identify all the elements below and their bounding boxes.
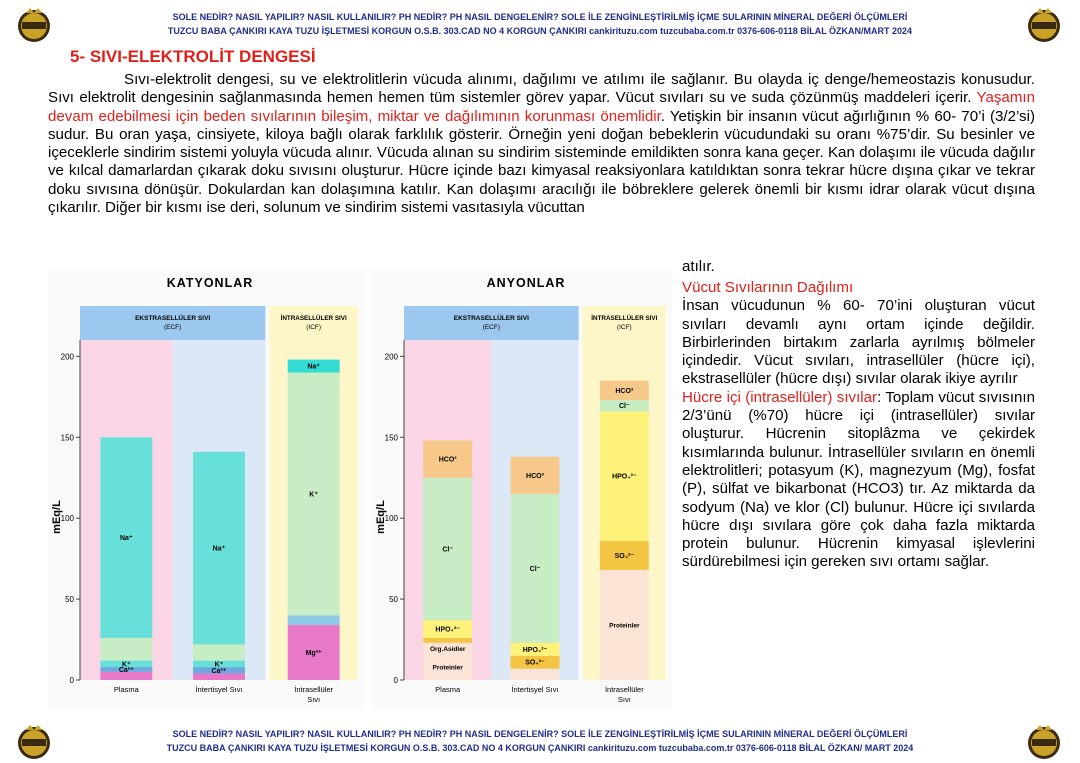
ecf-header-abbr: (ECF) [482,324,501,331]
cations-chart [48,270,364,710]
segment-label: Proteinler [432,664,463,672]
segment-label: Na⁺ [120,535,133,543]
segment-label: K⁺ [309,491,319,499]
ecf-header-label: EKSTRASELLÜLER SIVI [135,315,211,322]
segment-label: HCO³ [615,387,634,395]
category-label: İntertisyel Sıvı [195,685,243,694]
segment-label: SO₄²⁻ [614,552,635,560]
paragraph-last-word: atılır. [682,258,715,275]
tuzcu-baba-logo [1024,4,1064,44]
y-axis-label: mEq/L [51,500,63,534]
y-axis-label: mEq/L [375,500,387,534]
segment-label: Cl⁻ [618,403,630,411]
page-header [0,4,1080,46]
segment-label: Ca²⁺ [118,666,134,674]
page-footer [0,721,1080,763]
segment-label: Na⁺ [307,363,320,371]
y-tick-label: 50 [389,595,398,605]
intro-paragraph [48,71,1035,217]
segment-label: HPO₄²⁻ [435,626,460,634]
paragraph-part-2: . Yetişkin bir insanın vücut ağırlığının % 60- 70’i (3/2’si) sudur. Bu oran yaşa, cinsiyete, kiloya bağlı olarak farklılık gösterir. Örneğin yeni doğan bebeklerin vücudundaki su oranı %75’dir. Su besinler ve içeceklerle sindirim sistemi yoluyla vücuda alınır. Vücuda alınan su sindirim sisteminde emildikten sonra kana geçer. Kan dolaşımı ile vücuda dağılır ve kılcal damarlardan çıkarak doku sıvısını oluşturur. Hücre içinde bazı kimyasal reaksiyonlara katıldıktan sonra tekrar hücre dışına çıkar ve tekrar doku sıvısına dönüşür. Dokulardan kan dolaşımına katılır. Kan dolaşımı aracılığı ile böbreklere gelerek önemli bir kısmı idrar olarak vücut dışına çıkarılır. Diğer bir kısmı ise deri, solunum ve sindirim sistemi vasıtasıyla vücuttan [48,107,1035,217]
ecf-header-abbr: (ECF) [163,324,182,331]
icf-header-label: İNTRASELLÜLER SIVI [280,315,347,322]
icf-header-label: İNTRASELLÜLER SIVI [591,315,658,322]
intracellular-text: : Toplam vücut sıvısının 2/3’ünü (%70) hücre içi (intrasellüler) sıvılar oluşturur. Hücrenin sitoplâzma ve çekirdek kısımlarında bulunur. İntrasellüler sıvıların en önemli elektrolitleri; potasyum (K), magnezyum (Mg), fosfat (P), sülfat ve bikarbonat (HCO3) tır. Az miktarda da sodyum (Na) ve klor (Cl) bulunur. Hücre içi sıvılarda hücre dışı sıvılara göre çok daha fazla miktarda protein bulunur. Hücrenin kimyasal işlevlerini sürdürebilmesi için gereken sıvı ortamı sağlar. [682,388,1035,571]
chart-title: KATYONLAR [166,276,254,290]
ecf-header-box [80,306,265,340]
category-label: İntrasellüler [294,685,334,694]
segment-label: Na⁺ [212,545,226,553]
segment-label: HCO³ [526,472,544,480]
segment-label: Mg²⁺ [305,649,322,657]
bar-segment [423,638,472,643]
segment-label: HPO₄²⁻ [522,646,548,654]
y-tick-label: 50 [65,595,74,605]
segment-label: Proteinler [609,622,640,630]
segment-label: K⁺ [121,661,131,669]
bar-segment [288,615,340,625]
category-label: İntertisyel Sıvı [511,685,559,694]
anions-chart [372,270,672,710]
category-label: Plasma [435,685,461,694]
category-label: İntrasellüler [604,685,644,694]
y-tick-label: 0 [393,676,398,685]
segment-label: Cl⁻ [529,565,541,573]
segment-label: SO₄²⁻ [525,659,545,667]
y-tick-label: 100 [384,514,398,524]
segment-label: HPO₄²⁻ [612,473,637,481]
icf-header-abbr: (ICF) [306,324,322,331]
chart-title: ANYONLAR [486,276,566,290]
segment-label: Cl⁻ [442,546,454,554]
footer-line-2: TUZCU BABA ÇANKIRI KAYA TUZU İŞLETMESİ KORGUN O.S.B. 303.CAD NO 4 KORGUN ÇANKIRI cankirituzu.com tuzcubaba.com.tr 0376-606-0118 BİLAL ÖZKAN/ MART 2024 [166,743,914,753]
y-tick-label: 100 [60,514,74,524]
bar-segment [193,644,245,660]
category-label: Sıvı [307,695,321,704]
category-label: Plasma [113,685,139,694]
segment-label: K⁺ [214,661,224,669]
y-tick-label: 0 [69,676,74,685]
tuzcu-baba-logo [14,721,54,761]
heading-distribution: Vücut Sıvılarının Dağılımı [682,279,854,296]
section-title: 5- SIVI-ELEKTROLİT DENGESİ [70,47,316,66]
segment-label: Ca²⁺ [211,667,227,675]
icf-header-abbr: (ICF) [616,324,632,331]
y-tick-label: 150 [384,433,398,443]
paragraph-highlight: Yaşamın devam edebilmesi için beden sıvılarının bileşim, miktar ve dağılımının korunması önemlidir [48,89,1035,125]
header-line-1: SOLE NEDİR? NASIL YAPILIR? NASIL KULLANILIR? PH NEDİR? PH NASIL DENGELENİR? SOLE İLE ZENGİNLEŞTİRİLMİŞ İÇME SULARININ MİNERAL DEĞERİ ÖLÇÜMLERİ [172,12,908,22]
distribution-text: İnsan vücudunun % 60- 70’ini oluşturan vücut sıvıları devamlı aynı ortam içinde değildir. Birbirlerinden birtakım zarlarla ayrılmış bölmeler içindedir. Vücut sıvıları, intrasellüler (hücre içi), ekstrasellüler (hücre dışı) sıvılar olarak ikiye ayrılır [682,297,1035,388]
category-label: Sıvı [617,695,631,704]
y-tick-label: 200 [384,352,398,362]
paragraph-part-1: Sıvı-elektrolit dengesi, su ve elektrolitlerin vücuda alınımı, dağılımı ve atılımı ile sağlanır. Bu olayda iç denge/hemeostazis konusudur. Sıvı elektrolit dengesinin sağlanmasında hemen hemen tüm sistemler görev yapar. Vücut sıvıları su ve suda çözünmüş maddeleri içerir. [48,71,1035,107]
header-line-2: TUZCU BABA ÇANKIRI KAYA TUZU İŞLETMESİ KORGUN O.S.B. 303.CAD NO 4 KORGUN ÇANKIRI cankirituzu.com tuzcubaba.com.tr 0376-606-0118 BİLAL ÖZKAN/MART 2024 [167,26,913,36]
segment-label: Org.Asidler [429,645,466,653]
heading-intracellular: Hücre içi (intrasellüler) sıvılar [682,388,878,406]
tuzcu-baba-logo [1024,721,1064,761]
y-tick-label: 150 [60,433,74,443]
bar-segment [100,638,152,661]
icf-header-box [269,306,358,340]
ecf-header-label: EKSTRASELLÜLER SIVI [453,315,529,322]
segment-label: HCO³ [438,456,457,464]
cations-chart-panel [48,270,364,710]
footer-line-1: SOLE NEDİR? NASIL YAPILIR? NASIL KULLANILIR? PH NEDİR? PH NASIL DENGELENİR? SOLE İLE ZENGİNLEŞTİRİLMİŞ İÇME SULARININ MİNERAL DEĞERİ ÖLÇÜMLERİ [172,729,908,739]
y-tick-label: 200 [60,352,74,362]
tuzcu-baba-logo [14,4,54,44]
anions-chart-panel [372,270,672,710]
ecf-header-box [404,306,579,340]
side-column [682,279,1035,572]
bar-segment [511,669,560,680]
icf-header-box [583,306,666,340]
